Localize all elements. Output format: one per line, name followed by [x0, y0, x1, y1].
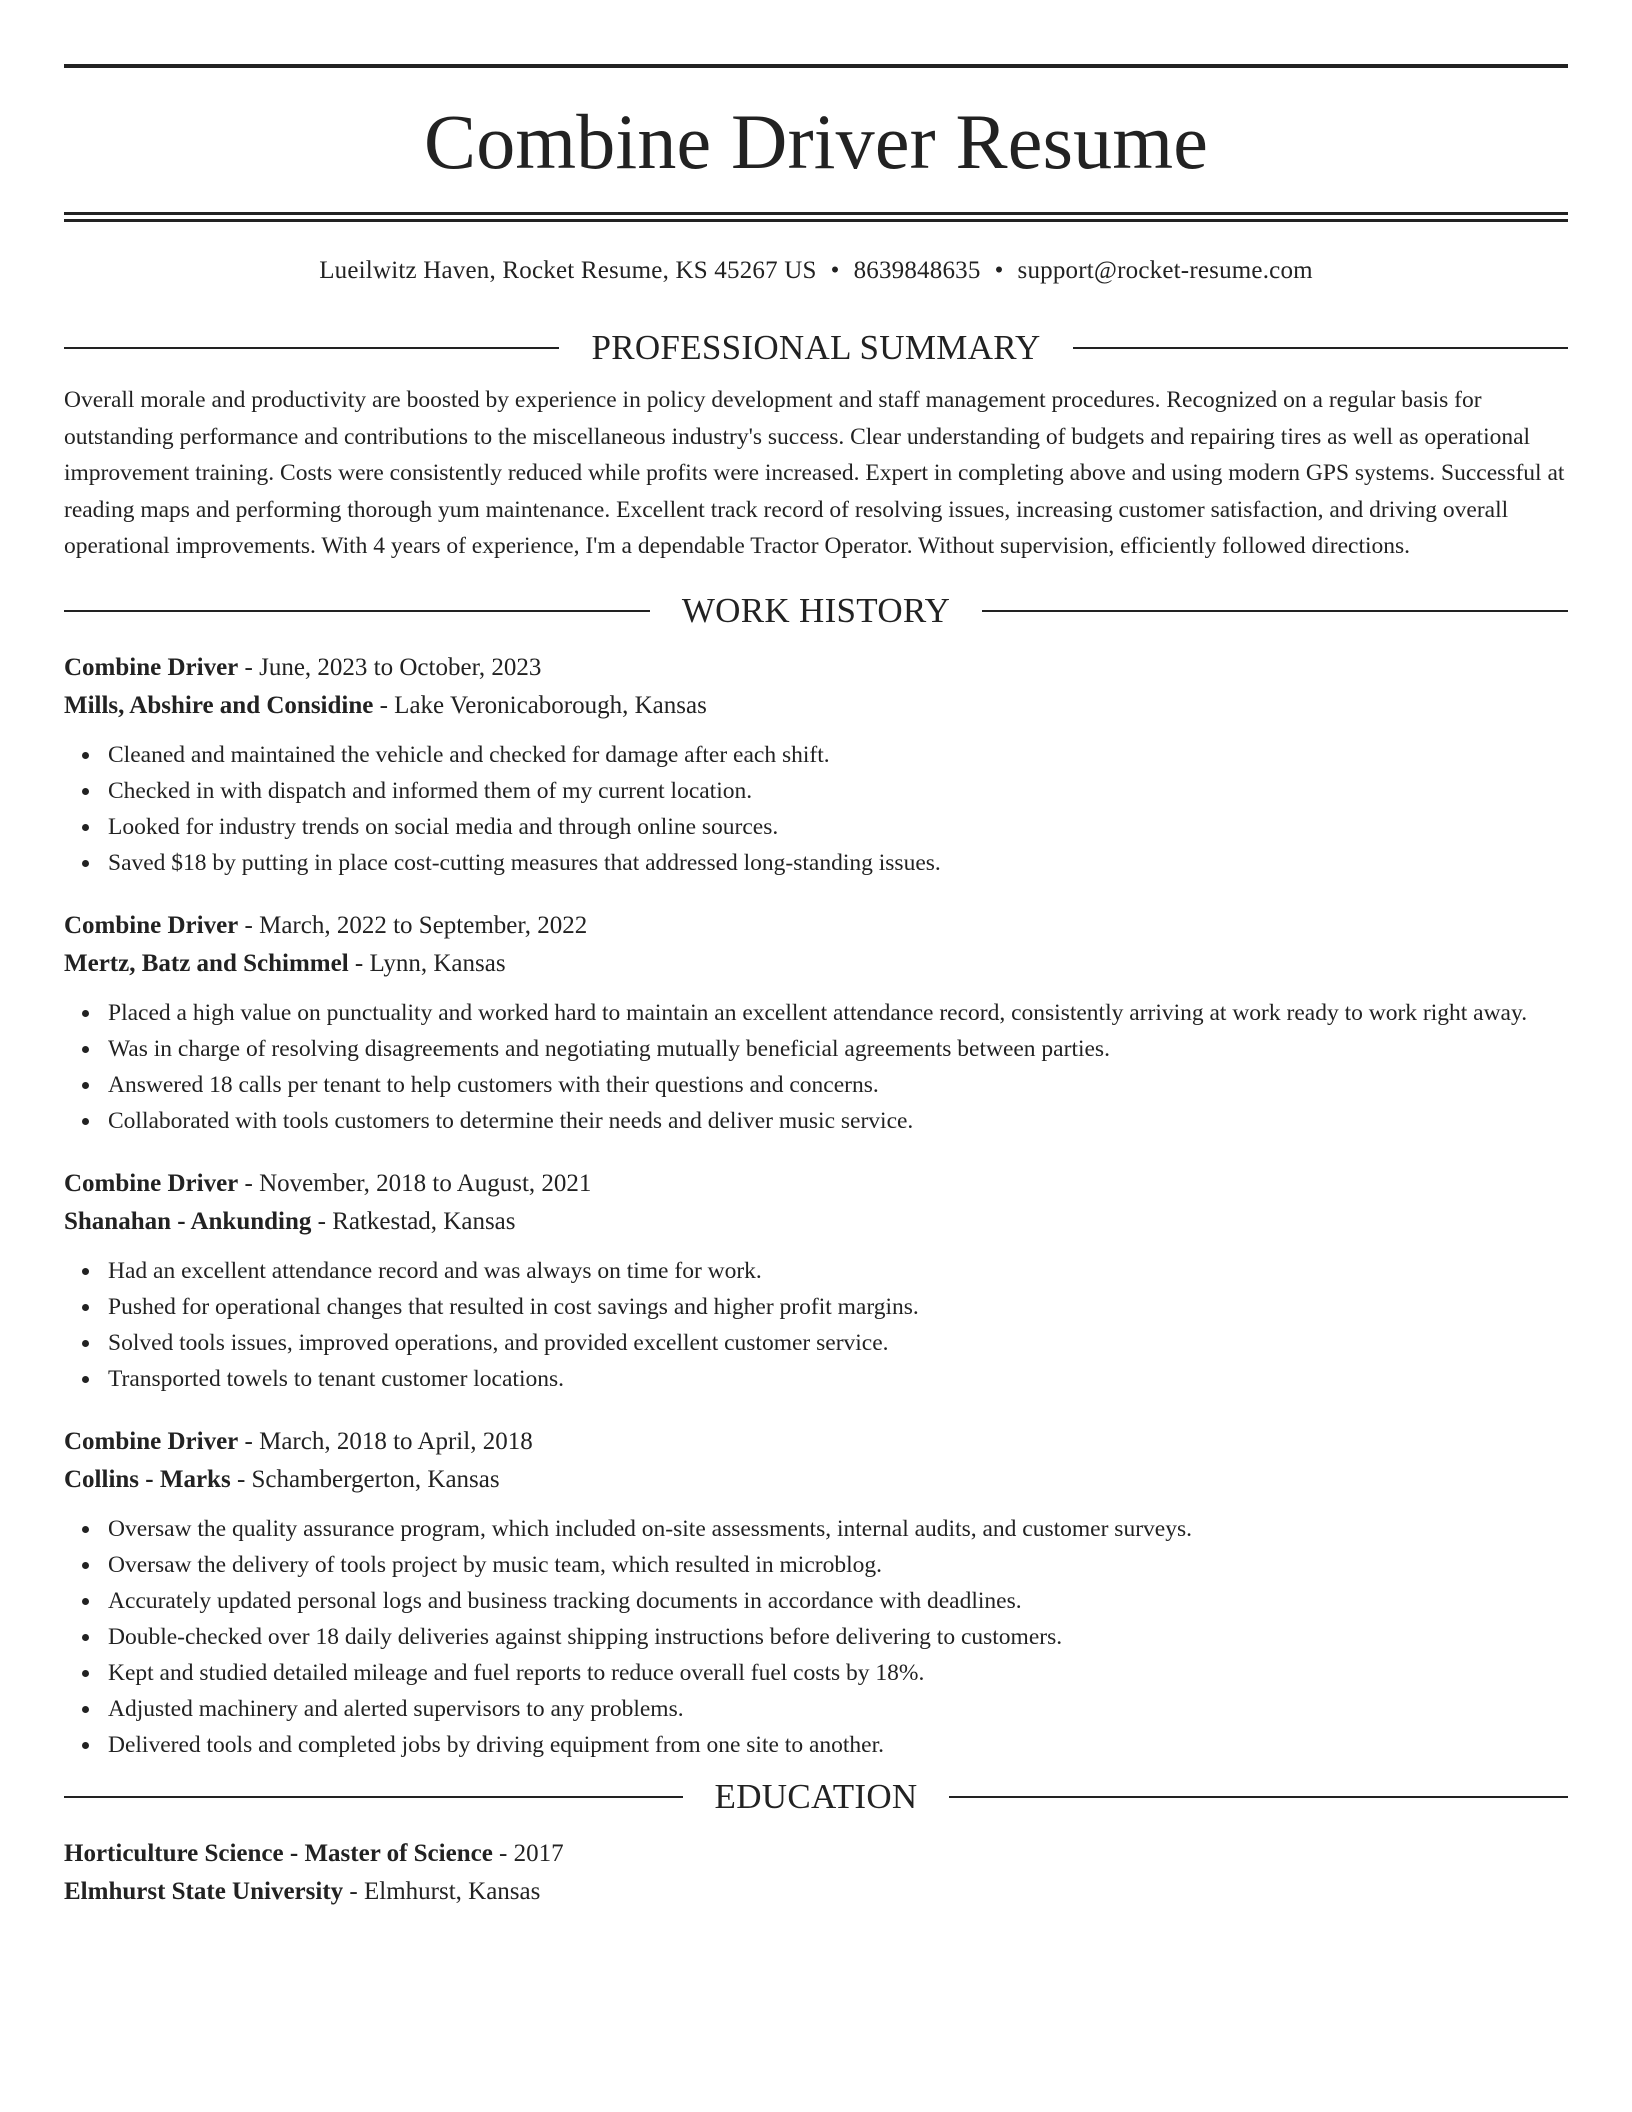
job-company-line	[64, 687, 1568, 725]
job-bullet: Pushed for operational changes that resulted in cost savings and higher profit margins.	[108, 1289, 1568, 1325]
job-bullet: Had an excellent attendance record and was always on time for work.	[108, 1253, 1568, 1289]
section-rule-right	[1073, 347, 1568, 349]
job-company-line	[64, 945, 1568, 983]
job-dates: - March, 2022 to September, 2022	[238, 911, 588, 939]
contact-line	[64, 256, 1568, 286]
job-dates: - June, 2023 to October, 2023	[238, 653, 542, 681]
job-bullet: Double-checked over 18 daily deliveries against shipping instructions before delivering to customers.	[108, 1619, 1568, 1655]
job-title-line	[64, 649, 1568, 687]
job-location: - Lake Veronicaborough, Kansas	[373, 691, 707, 719]
job-title: Combine Driver	[64, 653, 239, 681]
job-dates: - November, 2018 to August, 2021	[238, 1169, 592, 1197]
job-bullet: Answered 18 calls per tenant to help customers with their questions and concerns.	[108, 1067, 1568, 1103]
job-location: - Ratkestad, Kansas	[311, 1207, 516, 1235]
job-company-line	[64, 1203, 1568, 1241]
job-bullet: Solved tools issues, improved operations, and provided excellent customer service.	[108, 1325, 1568, 1361]
job-bullet: Oversaw the delivery of tools project by music team, which resulted in microblog.	[108, 1547, 1568, 1583]
contact-phone: 8639848635	[853, 257, 981, 284]
job-bullet: Saved $18 by putting in place cost-cutting measures that addressed long-standing issues.	[108, 845, 1568, 881]
job-entry	[64, 1165, 1568, 1397]
contact-email: support@rocket-resume.com	[1017, 257, 1313, 284]
job-bullet: Checked in with dispatch and informed them of my current location.	[108, 773, 1568, 809]
job-title: Combine Driver	[64, 1169, 239, 1197]
job-company: Mertz, Batz and Schimmel	[64, 949, 349, 977]
job-bullet: Placed a high value on punctuality and worked hard to maintain an excellent attendance record, consistently arriving at work ready to work right away.	[108, 995, 1568, 1031]
job-dates: - March, 2018 to April, 2018	[238, 1427, 533, 1455]
job-bullets	[64, 995, 1568, 1139]
section-rule-left	[64, 610, 650, 612]
education-year: - 2017	[492, 1839, 564, 1867]
job-bullet: Collaborated with tools customers to determine their needs and deliver music service.	[108, 1103, 1568, 1139]
job-bullet: Was in charge of resolving disagreements and negotiating mutually beneficial agreements between parties.	[108, 1031, 1568, 1067]
title-double-rule	[64, 212, 1568, 222]
section-rule-right	[982, 610, 1568, 612]
education-location: - Elmhurst, Kansas	[343, 1877, 541, 1905]
contact-separator: •	[994, 257, 1004, 284]
work-heading: WORK HISTORY	[681, 590, 951, 630]
summary-section-header	[64, 328, 1568, 368]
education-entry	[64, 1835, 1568, 1911]
job-bullets	[64, 737, 1568, 881]
education-school-line	[64, 1873, 1568, 1911]
resume-title: Combine Driver Resume	[423, 98, 1209, 185]
job-bullets	[64, 1253, 1568, 1397]
contact-separator: •	[830, 257, 840, 284]
job-title-line	[64, 1423, 1568, 1461]
education-degree: Horticulture Science - Master of Science	[64, 1839, 493, 1867]
job-bullet: Oversaw the quality assurance program, which included on-site assessments, internal audits, and customer surveys.	[108, 1511, 1568, 1547]
job-company-line	[64, 1461, 1568, 1499]
contact-address: Lueilwitz Haven, Rocket Resume, KS 45267 US	[319, 257, 817, 284]
job-bullet: Adjusted machinery and alerted supervisors to any problems.	[108, 1691, 1568, 1727]
job-title: Combine Driver	[64, 1427, 239, 1455]
job-bullet: Transported towels to tenant customer locations.	[108, 1361, 1568, 1397]
job-bullet: Looked for industry trends on social media and through online sources.	[108, 809, 1568, 845]
section-rule-right	[949, 1796, 1568, 1798]
job-entry	[64, 907, 1568, 1139]
summary-heading: PROFESSIONAL SUMMARY	[591, 328, 1041, 367]
section-rule-left	[64, 347, 559, 349]
job-company: Collins - Marks	[64, 1465, 231, 1493]
section-rule-left	[64, 1796, 683, 1798]
job-bullet: Delivered tools and completed jobs by driving equipment from one site to another.	[108, 1727, 1568, 1763]
job-title-line	[64, 1165, 1568, 1203]
education-degree-line	[64, 1835, 1568, 1873]
job-company: Mills, Abshire and Considine	[64, 691, 374, 719]
education-section-header	[64, 1777, 1568, 1817]
job-location: - Lynn, Kansas	[348, 949, 506, 977]
education-heading: EDUCATION	[714, 1776, 918, 1816]
summary-text: Overall morale and productivity are boosted by experience in policy development and staff management procedures. Recognized on a regular basis for outstanding performance and contributions to the miscellaneous industry's success. Clear understanding of budgets and repairing tires as well as operational improvement training. Costs were consistently reduced while profits were increased. Expert in completing above and using modern GPS systems. Successful at reading maps and performing thorough yum maintenance. Excellent track record of resolving issues, increasing customer satisfaction, and driving overall operational improvements. With 4 years of experience, I'm a dependable Tractor Operator. Without supervision, efficiently followed directions.	[64, 387, 1565, 559]
job-entry	[64, 1423, 1568, 1763]
job-bullet: Cleaned and maintained the vehicle and checked for damage after each shift.	[108, 737, 1568, 773]
job-bullet: Kept and studied detailed mileage and fuel reports to reduce overall fuel costs by 18%.	[108, 1655, 1568, 1691]
job-entry	[64, 649, 1568, 881]
top-rule	[64, 64, 1568, 68]
job-bullets	[64, 1511, 1568, 1763]
education-school: Elmhurst State University	[64, 1877, 344, 1905]
job-bullet: Accurately updated personal logs and business tracking documents in accordance with deadlines.	[108, 1583, 1568, 1619]
job-title-line	[64, 907, 1568, 945]
job-title: Combine Driver	[64, 911, 239, 939]
work-section-header	[64, 591, 1568, 631]
job-company: Shanahan - Ankunding	[64, 1207, 312, 1235]
job-location: - Schambergerton, Kansas	[230, 1465, 500, 1493]
